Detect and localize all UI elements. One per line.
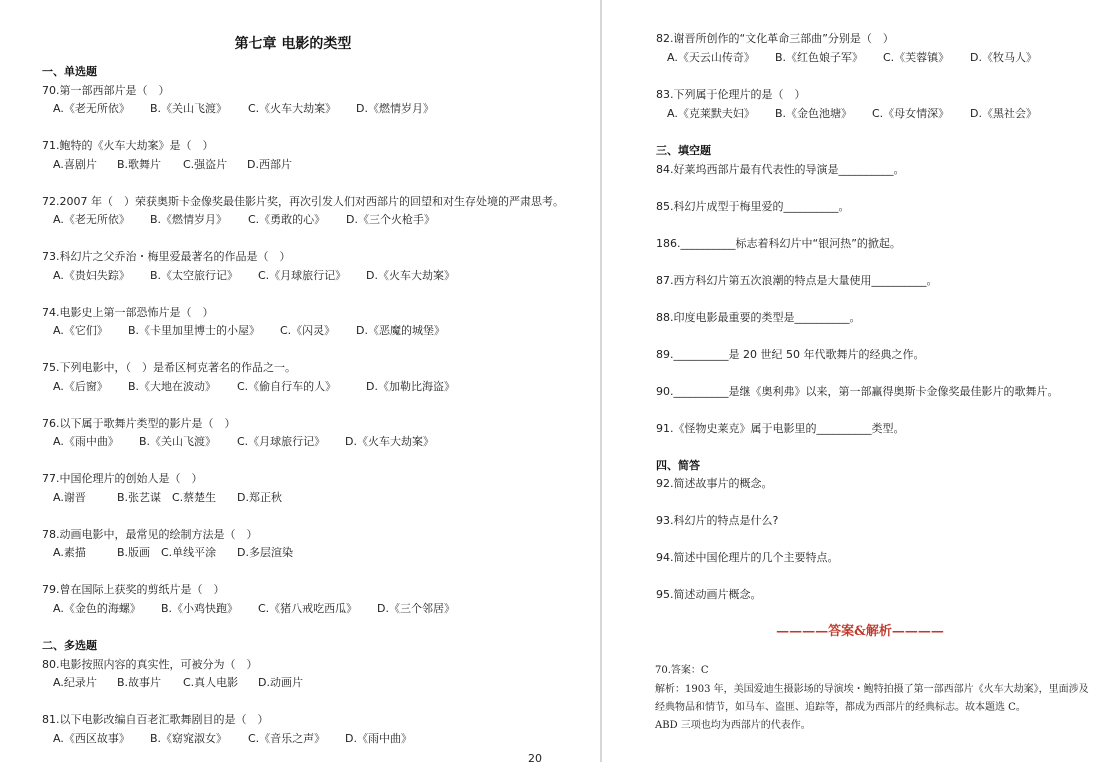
option: B.《关山飞渡》 <box>139 435 217 448</box>
answer-explanation: 解析：1903 年，美国爱迪生摄影场的导演埃・鲍特拍摄了第一部西部片《火车大劫案》，里面涉及 <box>655 684 1089 695</box>
option: C.《勇敢的心》 <box>248 213 326 226</box>
option: B.《大地在波动》 <box>128 380 217 393</box>
option: B.版画 <box>117 546 151 559</box>
fill-question: 84.好莱坞西部片最有代表性的导演是__________。 <box>656 163 905 176</box>
option: A.喜剧片 <box>53 158 97 171</box>
answer-label: 70.答案：C <box>655 665 709 676</box>
option: A.《雨中曲》 <box>53 435 119 448</box>
option: A.《它们》 <box>53 324 108 337</box>
option: C.单线平涂 <box>161 546 217 559</box>
option: B.《小鸡快跑》 <box>161 602 239 615</box>
short-question: 95.简述动画片概念。 <box>656 588 762 601</box>
section-heading-fill: 三、填空题 <box>656 144 711 157</box>
option: D.《燃情岁月》 <box>356 102 434 115</box>
option: C.《月球旅行记》 <box>237 435 326 448</box>
option: B.《卡里加里博士的小屋》 <box>128 324 261 337</box>
option: B.《太空旅行记》 <box>150 269 239 282</box>
option: A.《天云山传奇》 <box>667 51 755 64</box>
fill-question: 87.西方科幻片第五次浪潮的特点是大量使用__________。 <box>656 274 938 287</box>
option: B.《关山飞渡》 <box>150 102 228 115</box>
option: C.《母女情深》 <box>872 107 950 120</box>
question-text: 74.电影史上第一部恐怖片是（ ） <box>42 306 214 319</box>
option: D.《火车大劫案》 <box>345 435 434 448</box>
question-text: 77.中国伦理片的创始人是（ ） <box>42 472 203 485</box>
option: D.《三个邻居》 <box>377 602 455 615</box>
question-text: 81.以下电影改编自百老汇歌舞剧目的是（ ） <box>42 713 269 726</box>
option: C.真人电影 <box>183 676 239 689</box>
question-text: 78.动画电影中，最常见的绘制方法是（ ） <box>42 528 258 541</box>
fill-question: 90.__________是继《奥利弗》以来，第一部赢得奥斯卡金像奖最佳影片的歌舞片。 <box>656 385 1059 398</box>
option: B.歌舞片 <box>117 158 162 171</box>
option: C.《偷自行车的人》 <box>237 380 337 393</box>
option: A.《金色的海螺》 <box>53 602 141 615</box>
option: A.《贵妇失踪》 <box>53 269 130 282</box>
question-text: 71.鲍特的《火车大劫案》是（ ） <box>42 139 214 152</box>
fill-question: 88.印度电影最重要的类型是__________。 <box>656 311 861 324</box>
option: C.《火车大劫案》 <box>248 102 337 115</box>
option: D.《黑社会》 <box>970 107 1037 120</box>
option: C.《音乐之声》 <box>248 732 326 745</box>
option: C.强盗片 <box>183 158 228 171</box>
question-text: 76.以下属于歌舞片类型的影片是（ ） <box>42 417 236 430</box>
answer-section-header: ————答案&解析———— <box>776 624 944 639</box>
section-heading-multi: 二、多选题 <box>42 639 97 652</box>
short-question: 94.简述中国伦理片的几个主要特点。 <box>656 551 839 564</box>
option: C.《闪灵》 <box>280 324 336 337</box>
question-text: 79.曾在国际上获奖的剪纸片是（ ） <box>42 583 225 596</box>
short-question: 93.科幻片的特点是什么? <box>656 514 779 527</box>
question-text: 73.科幻片之父乔治・梅里爱最著名的作品是（ ） <box>42 250 291 263</box>
option: C.《芙蓉镇》 <box>883 51 950 64</box>
option: B.《燃情岁月》 <box>150 213 228 226</box>
option: D.《雨中曲》 <box>345 732 412 745</box>
page-number: 20 <box>528 752 542 762</box>
option: A.《老无所依》 <box>53 102 130 115</box>
option: A.素描 <box>53 546 86 559</box>
option: A.《克莱默夫妇》 <box>667 107 755 120</box>
option: D.《三个火枪手》 <box>346 213 435 226</box>
fill-question: 91.《怪物史莱克》属于电影里的__________类型。 <box>656 422 905 435</box>
chapter-title: 第七章 电影的类型 <box>234 36 352 52</box>
option: D.《牧马人》 <box>970 51 1037 64</box>
question-text: 72.2007 年（ ）荣获奥斯卡金像奖最佳影片奖，再次引发人们对西部片的回望和对生存处境的严肃思考。 <box>42 195 564 208</box>
option: B.《红色娘子军》 <box>775 51 864 64</box>
option: A.《老无所依》 <box>53 213 130 226</box>
option: C.《猪八戒吃西瓜》 <box>258 602 358 615</box>
question-text: 70.第一部西部片是（ ） <box>42 84 170 97</box>
option: A.《西区故事》 <box>53 732 130 745</box>
option: B.《窈窕淑女》 <box>150 732 228 745</box>
option: D.西部片 <box>247 158 292 171</box>
question-text: 82.谢晋所创作的“文化革命三部曲”分别是（ ） <box>656 32 894 45</box>
answer-explanation: ABD 三项也均为西部片的代表作。 <box>655 720 811 731</box>
section-heading-short: 四、简答 <box>656 459 700 472</box>
option: D.多层渲染 <box>237 546 293 559</box>
option: C.《月球旅行记》 <box>258 269 347 282</box>
question-text: 75.下列电影中，（ ）是希区柯克著名的作品之一。 <box>42 361 296 374</box>
question-text: 83.下列属于伦理片的是（ ） <box>656 88 806 101</box>
option: D.《恶魔的城堡》 <box>356 324 445 337</box>
option: A.《后窗》 <box>53 380 108 393</box>
option: C.蔡楚生 <box>172 491 217 504</box>
option: B.《金色池塘》 <box>775 107 853 120</box>
option: A.纪录片 <box>53 676 97 689</box>
section-heading-single: 一、单选题 <box>42 65 97 78</box>
question-text: 80.电影按照内容的真实性，可被分为（ ） <box>42 658 258 671</box>
right-page <box>602 0 1118 762</box>
fill-question: 89.__________是 20 世纪 50 年代歌舞片的经典之作。 <box>656 348 925 361</box>
option: D.郑正秋 <box>237 491 282 504</box>
answer-explanation: 经典物品和情节，如马车、盗匪、追踪等，都成为西部片的经典标志。故本题选 C。 <box>655 702 1026 713</box>
option: B.故事片 <box>117 676 162 689</box>
fill-question: 186.__________标志着科幻片中“银河热”的掀起。 <box>656 237 901 250</box>
option: A.谢晋 <box>53 491 86 504</box>
fill-question: 85.科幻片成型于梅里爱的__________。 <box>656 200 850 213</box>
short-question: 92.简述故事片的概念。 <box>656 477 773 490</box>
option: D.《火车大劫案》 <box>366 269 455 282</box>
option: D.《加勒比海盗》 <box>366 380 455 393</box>
option: B.张艺谋 <box>117 491 162 504</box>
option: D.动画片 <box>258 676 303 689</box>
